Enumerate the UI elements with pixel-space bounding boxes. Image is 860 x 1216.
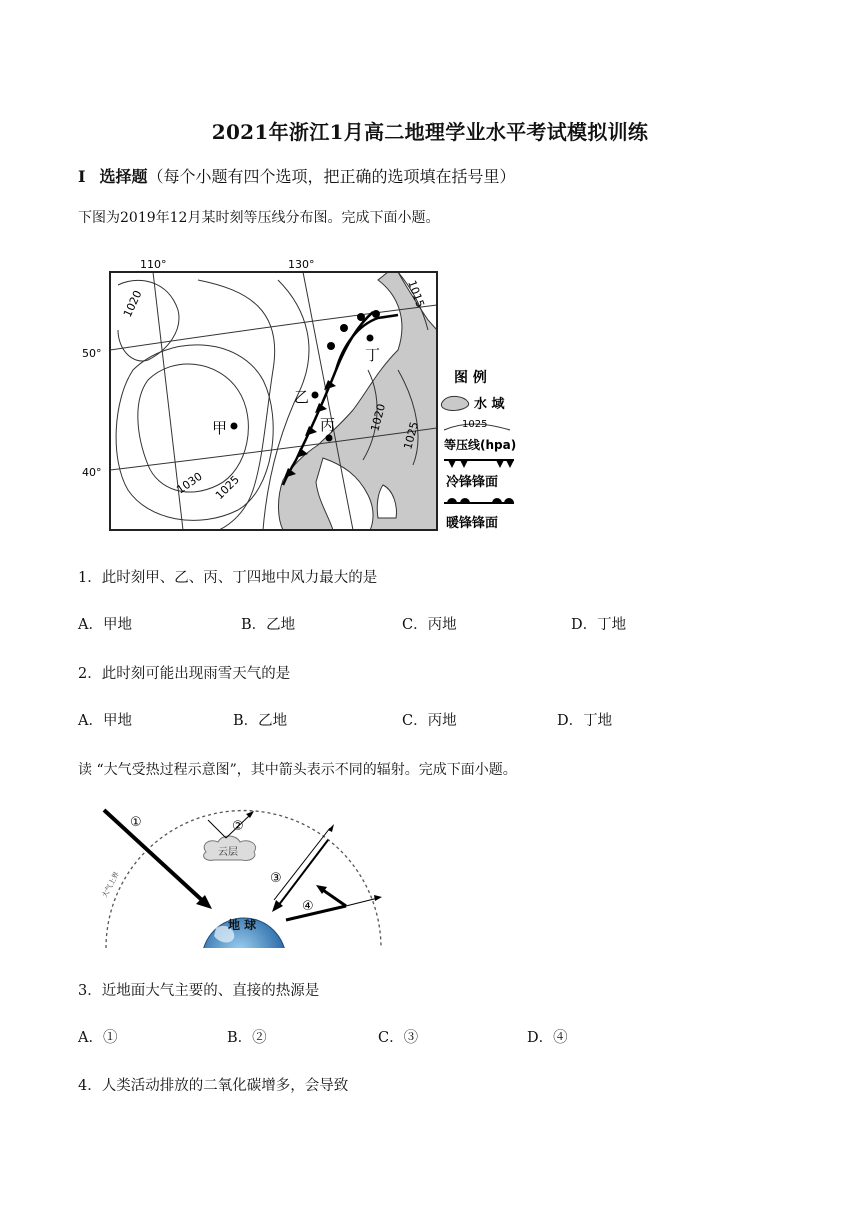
label-4: ④ — [302, 899, 314, 914]
question-1-option-b: B．乙地 — [241, 617, 296, 633]
isobar-map — [78, 250, 518, 540]
question-3-option-c: C．③ — [378, 1030, 419, 1046]
legend-isobar: 等压线(hpa) — [444, 438, 517, 452]
place-dot-yi — [312, 392, 319, 399]
lat-label: 40° — [82, 466, 102, 479]
warm-front-semicircle — [340, 324, 348, 332]
lon-label: 130° — [288, 258, 315, 271]
isobar-label: 1015 — [405, 278, 427, 310]
cold-front-legend-triangle — [496, 460, 504, 468]
label-2: ② — [232, 819, 244, 834]
water-legend-swatch — [441, 396, 468, 410]
warm-front-semicircle — [372, 310, 380, 318]
warm-front — [327, 310, 398, 370]
question-1-option-c: C．丙地 — [402, 617, 457, 633]
warm-front-semicircle — [327, 342, 335, 350]
ground-radiation-arrow — [286, 906, 346, 920]
place-label-jia: 甲 — [212, 419, 228, 437]
question-1-option-a: A．甲地 — [78, 617, 132, 633]
isobar-label: 1030 — [174, 469, 205, 497]
place-dot-ding — [367, 335, 374, 342]
section-note: （每个小题有四个选项，把正确的选项填在括号里） — [147, 167, 516, 186]
atmosphere-label: 大气上界 — [100, 870, 121, 899]
warm-front-legend-semicircle — [460, 498, 470, 503]
reflection-arrow-in — [208, 820, 226, 838]
legend-cold-front: 冷锋锋面 — [446, 475, 499, 490]
question-4-text: 4．人类活动排放的二氧化碳增多，会导致 — [78, 1078, 349, 1094]
legend-isobar-sample: 1025 — [462, 419, 488, 430]
question-2-option-d: D．丁地 — [557, 713, 613, 729]
cold-front-triangle — [315, 403, 327, 413]
legend-warm-front: 暖锋锋面 — [446, 516, 499, 531]
map-legend — [441, 369, 516, 531]
isobar-label: 1020 — [120, 288, 145, 320]
cold-front-legend-triangle — [460, 460, 468, 468]
label-1: ① — [130, 815, 142, 830]
cloud-label: 云层 — [218, 847, 238, 858]
isobar-label: 1020 — [368, 402, 389, 433]
arrowhead — [374, 895, 382, 901]
lat-label: 50° — [82, 347, 102, 360]
isobar-label: 1025 — [401, 420, 422, 451]
intro-paragraph-1: 下图为2019年12月某时刻等压线分布图。完成下面小题。 — [78, 210, 440, 226]
intro-paragraph-2: 读 “大气受热过程示意图”，其中箭头表示不同的辐射。完成下面小题。 — [78, 762, 517, 778]
cold-front-legend-triangle — [506, 460, 514, 468]
place-label-ding: 丁 — [365, 346, 381, 364]
cold-front-triangle — [324, 380, 336, 390]
place-dot-jia — [231, 423, 238, 430]
lon-label: 110° — [140, 258, 167, 271]
warm-front-semicircle — [357, 313, 365, 321]
question-3-option-a: A．① — [78, 1030, 118, 1046]
question-1-text: 1．此时刻甲、乙、丙、丁四地中风力最大的是 — [78, 570, 378, 586]
cold-front-legend-triangle — [448, 460, 456, 468]
question-1-option-d: D．丁地 — [571, 617, 627, 633]
question-2-text: 2．此时刻可能出现雨雪天气的是 — [78, 666, 291, 682]
section-name: 选择题 — [99, 167, 148, 186]
warm-front-legend-semicircle — [447, 498, 457, 503]
warm-front-legend-semicircle — [504, 498, 514, 503]
place-dot-bing — [326, 435, 333, 442]
place-label-yi: 乙 — [294, 388, 310, 406]
cold-front-triangle — [305, 426, 317, 436]
arrowhead — [328, 824, 334, 832]
isobar-label: 1025 — [212, 473, 242, 503]
earth-label: 地 球 — [228, 918, 257, 932]
section-heading — [78, 164, 516, 187]
question-3-text: 3．近地面大气主要的、直接的热源是 — [78, 983, 320, 999]
counter-radiation-arrow — [278, 840, 328, 906]
place-label-bing: 丙 — [320, 416, 336, 434]
question-2-option-a: A．甲地 — [78, 713, 132, 729]
question-3-option-b: B．② — [227, 1030, 267, 1046]
atmosphere-diagram — [96, 800, 396, 950]
question-2-option-c: C．丙地 — [402, 713, 457, 729]
label-3: ③ — [270, 871, 282, 886]
legend-water: 水 域 — [474, 397, 505, 412]
page-title: 2021年浙江1月高二地理学业水平考试模拟训练 — [211, 120, 649, 144]
question-3-option-d: D．④ — [527, 1030, 568, 1046]
legend-title: 图 例 — [454, 370, 487, 386]
warm-front-legend-semicircle — [492, 498, 502, 503]
question-2-option-b: B．乙地 — [233, 713, 288, 729]
arrowhead — [246, 811, 254, 818]
section-number: Ⅰ — [78, 167, 86, 186]
